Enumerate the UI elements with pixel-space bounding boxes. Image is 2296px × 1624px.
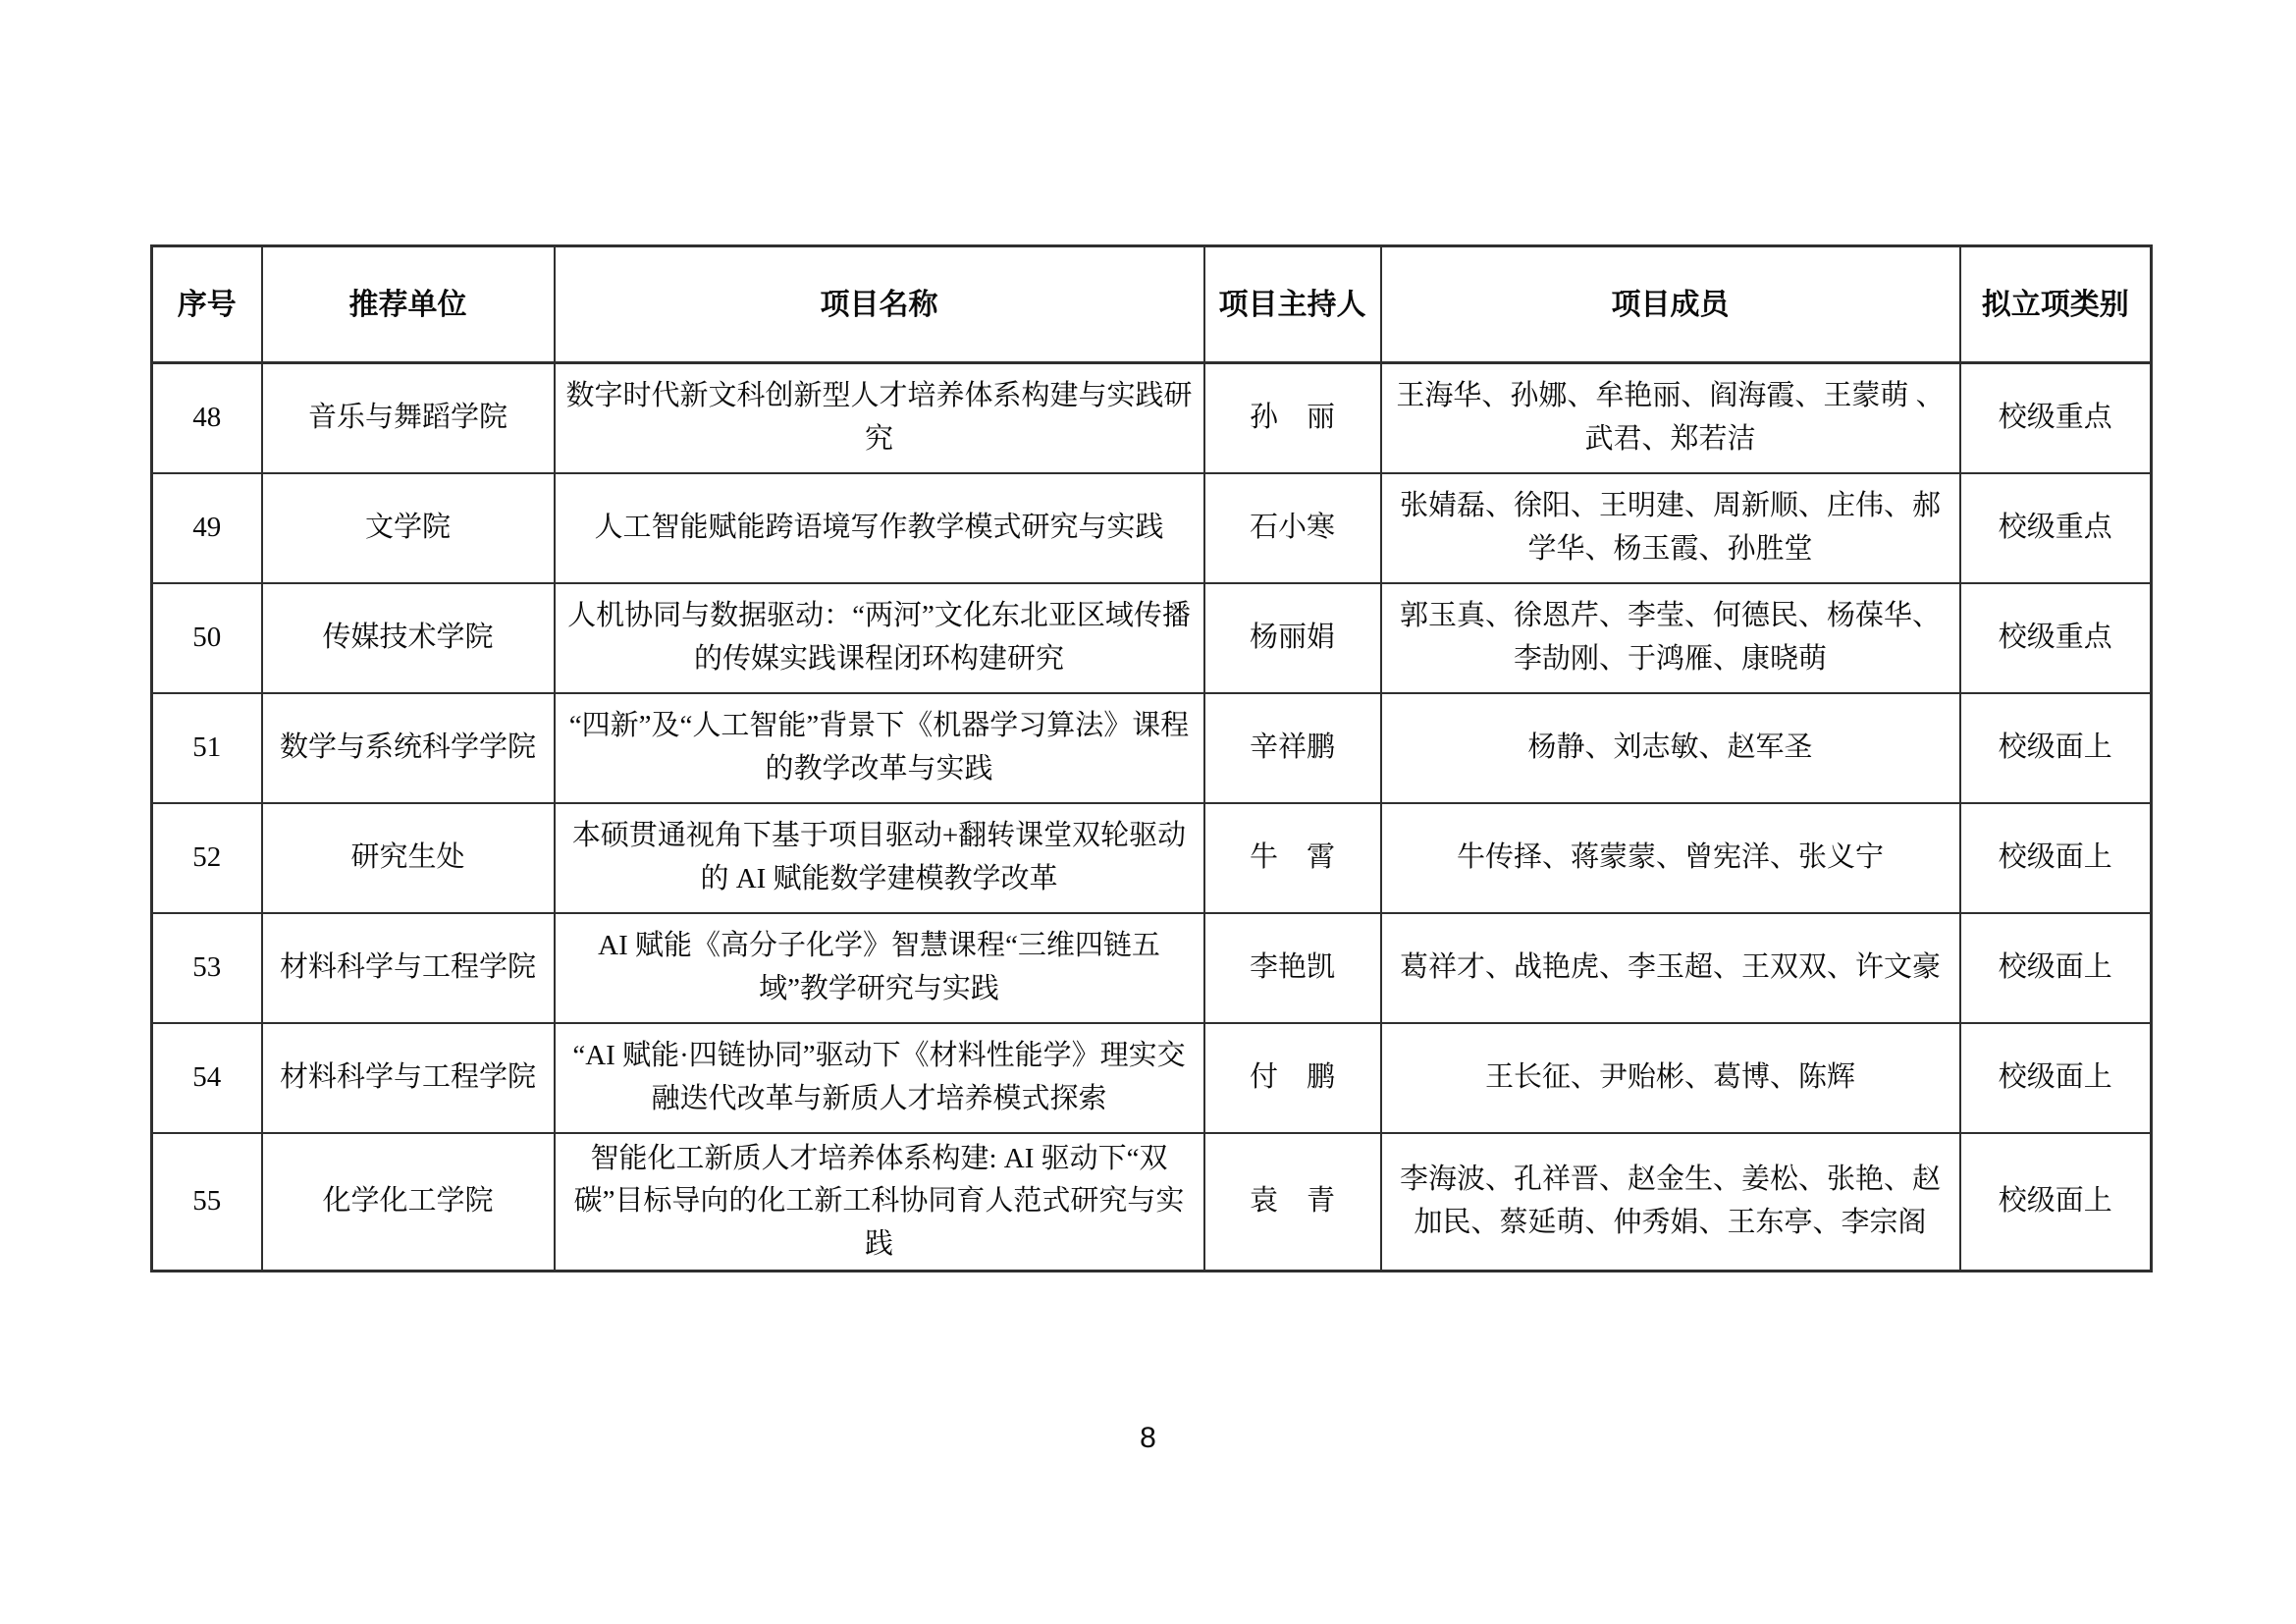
table-row <box>152 693 2152 803</box>
cell-unit: 传媒技术学院 <box>262 583 555 693</box>
table-row <box>152 1023 2152 1133</box>
cell-no: 49 <box>152 473 262 583</box>
cell-members: 牛传择、蒋蒙蒙、曾宪洋、张义宁 <box>1381 803 1960 913</box>
cell-unit: 材料科学与工程学院 <box>262 913 555 1023</box>
cell-no: 50 <box>152 583 262 693</box>
cell-no: 48 <box>152 363 262 473</box>
cell-leader: 杨丽娟 <box>1204 583 1381 693</box>
cell-category: 校级面上 <box>1960 803 2152 913</box>
cell-category: 校级重点 <box>1960 473 2152 583</box>
cell-project: 智能化工新质人才培养体系构建: AI 驱动下“双碳”目标导向的化工新工科协同育人范式研究与实践 <box>555 1133 1204 1272</box>
header-leader: 项目主持人 <box>1204 246 1381 363</box>
table-row <box>152 913 2152 1023</box>
table-row <box>152 473 2152 583</box>
table-row <box>152 803 2152 913</box>
cell-category: 校级重点 <box>1960 363 2152 473</box>
cell-no: 54 <box>152 1023 262 1133</box>
cell-category: 校级面上 <box>1960 1133 2152 1272</box>
cell-members: 杨静、刘志敏、赵军圣 <box>1381 693 1960 803</box>
header-members: 项目成员 <box>1381 246 1960 363</box>
cell-members: 王长征、尹贻彬、葛博、陈辉 <box>1381 1023 1960 1133</box>
cell-category: 校级面上 <box>1960 693 2152 803</box>
cell-unit: 化学化工学院 <box>262 1133 555 1272</box>
cell-members: 李海波、孔祥晋、赵金生、姜松、张艳、赵加民、蔡延萌、仲秀娟、王东亭、李宗阁 <box>1381 1133 1960 1272</box>
header-project: 项目名称 <box>555 246 1204 363</box>
cell-no: 55 <box>152 1133 262 1272</box>
header-row <box>152 246 2152 363</box>
cell-project: 人机协同与数据驱动：“两河”文化东北亚区域传播的传媒实践课程闭环构建研究 <box>555 583 1204 693</box>
cell-leader: 辛祥鹏 <box>1204 693 1381 803</box>
cell-leader: 牛 霄 <box>1204 803 1381 913</box>
table-row <box>152 583 2152 693</box>
cell-members: 郭玉真、徐恩芹、李莹、何德民、杨葆华、李劼刚、于鸿雁、康晓萌 <box>1381 583 1960 693</box>
cell-category: 校级重点 <box>1960 583 2152 693</box>
cell-project: 本硕贯通视角下基于项目驱动+翻转课堂双轮驱动的 AI 赋能数学建模教学改革 <box>555 803 1204 913</box>
page-number: 8 <box>1140 1422 1156 1454</box>
cell-unit: 文学院 <box>262 473 555 583</box>
cell-no: 52 <box>152 803 262 913</box>
cell-members: 葛祥才、战艳虎、李玉超、王双双、许文豪 <box>1381 913 1960 1023</box>
cell-leader: 付 鹏 <box>1204 1023 1381 1133</box>
cell-no: 53 <box>152 913 262 1023</box>
cell-project: 数字时代新文科创新型人才培养体系构建与实践研究 <box>555 363 1204 473</box>
header-category: 拟立项类别 <box>1960 246 2152 363</box>
cell-project: “AI 赋能·四链协同”驱动下《材料性能学》理实交融迭代改革与新质人才培养模式探索 <box>555 1023 1204 1133</box>
cell-leader: 李艳凯 <box>1204 913 1381 1023</box>
cell-unit: 数学与系统科学学院 <box>262 693 555 803</box>
table-row <box>152 1133 2152 1272</box>
table-row <box>152 363 2152 473</box>
cell-category: 校级面上 <box>1960 913 2152 1023</box>
header-unit: 推荐单位 <box>262 246 555 363</box>
cell-category: 校级面上 <box>1960 1023 2152 1133</box>
cell-leader: 孙 丽 <box>1204 363 1381 473</box>
cell-leader: 石小寒 <box>1204 473 1381 583</box>
cell-project: AI 赋能《高分子化学》智慧课程“三维四链五域”教学研究与实践 <box>555 913 1204 1023</box>
cell-project: 人工智能赋能跨语境写作教学模式研究与实践 <box>555 473 1204 583</box>
cell-leader: 袁 青 <box>1204 1133 1381 1272</box>
cell-unit: 研究生处 <box>262 803 555 913</box>
cell-no: 51 <box>152 693 262 803</box>
header-no: 序号 <box>152 246 262 363</box>
cell-members: 王海华、孙娜、牟艳丽、阎海霞、王蒙萌 、武君、郑若洁 <box>1381 363 1960 473</box>
cell-unit: 材料科学与工程学院 <box>262 1023 555 1133</box>
cell-members: 张婧磊、徐阳、王明建、周新顺、庄伟、郝学华、杨玉霞、孙胜堂 <box>1381 473 1960 583</box>
cell-unit: 音乐与舞蹈学院 <box>262 363 555 473</box>
cell-project: “四新”及“人工智能”背景下《机器学习算法》课程的教学改革与实践 <box>555 693 1204 803</box>
projects-table <box>150 244 2153 1272</box>
